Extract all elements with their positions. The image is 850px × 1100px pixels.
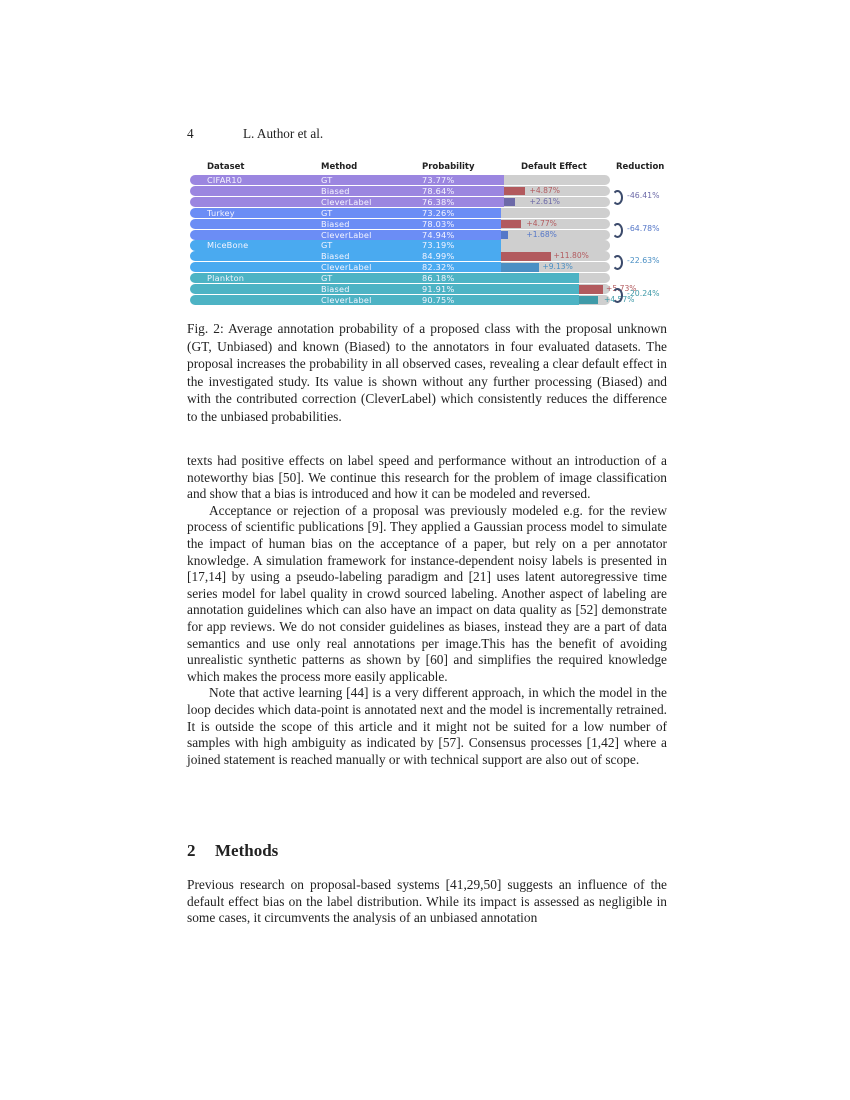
table-row xyxy=(190,251,610,261)
probability-value: 78.03% xyxy=(422,218,455,229)
table-row xyxy=(190,175,610,185)
cleverlabel-effect-bar xyxy=(504,198,515,207)
running-title: L. Author et al. xyxy=(243,126,324,141)
biased-effect-bar xyxy=(579,285,603,294)
probability-value: 91.91% xyxy=(422,284,455,294)
reduction-arc-icon xyxy=(612,255,623,270)
effect-value: +1.68% xyxy=(526,229,557,239)
dataset-label: MiceBone xyxy=(207,240,249,251)
method-label: CleverLabel xyxy=(321,196,372,207)
table-row xyxy=(190,273,610,283)
table-row xyxy=(190,262,610,272)
paragraph: Note that active learning [44] is a very different approach, in which the model in the loop decides which data-point is annotated next and the model is incrementally retrained. It is outside the scope of this article and it might not be suited for a low number of samples with high ambiguity as indicated by [57]. Consensus processes [1,42] where a joined statement is reached manually or with technical support are also out of scope. xyxy=(187,685,667,767)
cleverlabel-effect-bar xyxy=(501,231,508,240)
column-header-default-effect: Default Effect xyxy=(521,162,587,172)
column-header-reduction: Reduction xyxy=(616,162,665,172)
biased-effect-bar xyxy=(504,187,524,196)
effect-track xyxy=(579,273,610,283)
method-label: Biased xyxy=(321,185,350,196)
effect-value: +2.61% xyxy=(529,196,560,206)
probability-value: 84.99% xyxy=(422,251,455,262)
table-row xyxy=(190,284,637,294)
page-number: 4 xyxy=(187,126,194,141)
probability-value: 73.26% xyxy=(422,207,455,218)
running-header xyxy=(187,126,323,142)
dataset-label: Turkey xyxy=(207,207,235,218)
method-label: CleverLabel xyxy=(321,294,372,305)
effect-value: +9.13% xyxy=(542,262,573,272)
probability-value: 90.75% xyxy=(422,294,455,305)
section-heading xyxy=(187,841,278,861)
table-row xyxy=(190,294,635,305)
method-label: CleverLabel xyxy=(321,262,372,273)
effect-track xyxy=(504,175,610,185)
reduction-value: -64.78% xyxy=(627,223,660,233)
probability-value: 78.64% xyxy=(422,185,455,196)
body-text xyxy=(187,453,667,768)
figure-caption: Fig. 2: Average annotation probability of a proposed class with the proposal unknown (GT, Unbiased) and known (Biased) to the annotators in four evaluated datasets. The proposal increases the probability in all observed cases, revealing a clear default effect in the investigated study. Its value is shown without any further processing (Biased) and with the contributed correction (CleverLabel) which consistently reduces the difference to the unbiased probabilities. xyxy=(187,321,667,424)
method-label: GT xyxy=(321,273,333,284)
paragraph: texts had positive effects on label speed and performance without an introduction of a noteworthy bias [50]. We continue this research for the problem of image classification and show that a bias is introduced and how it can be modeled and reversed. xyxy=(187,453,667,502)
probability-value: 86.18% xyxy=(422,273,455,284)
effect-value: +4.57% xyxy=(603,294,635,304)
probability-value: 74.94% xyxy=(422,229,455,240)
method-label: CleverLabel xyxy=(321,229,372,240)
section-title: Methods xyxy=(215,841,279,860)
effect-value: +5.73% xyxy=(606,284,637,293)
biased-effect-bar xyxy=(501,220,521,229)
table-row xyxy=(190,186,610,196)
effect-track xyxy=(501,208,610,218)
reduction-arc-icon xyxy=(612,223,623,238)
method-label: Biased xyxy=(321,251,350,262)
reduction-value: -20.24% xyxy=(627,289,660,298)
section-body-text xyxy=(187,877,667,927)
cleverlabel-effect-bar xyxy=(501,263,539,272)
dataset-label: CIFAR10 xyxy=(207,175,243,185)
column-header-probability: Probability xyxy=(422,162,475,172)
table-row xyxy=(190,208,610,218)
probability-band xyxy=(190,295,579,305)
effect-value: +4.77% xyxy=(526,218,557,228)
effect-value: +11.80% xyxy=(553,251,589,261)
probability-value: 73.77% xyxy=(422,175,455,185)
probability-band xyxy=(190,284,579,294)
biased-effect-bar xyxy=(501,252,551,261)
table-row xyxy=(190,230,610,240)
method-label: GT xyxy=(321,207,333,218)
paragraph: Acceptance or rejection of a proposal was previously modeled e.g. for the review process of scientific publications [9]. They applied a Gaussian process model to simulate the impact of human bias on the acceptance of a paper, but rely on a per annotator knowledge. A simulation framework for instance-dependent noisy labels is presented in [17,14] by using a pseudo-labeling paradigm and [21] uses latent autoregressive time series model for label quality in crowd sourced labeling. Another aspect of labeling are annotation guidelines which can also have an impact on data quality as [52] demonstrate for app reviews. We do not consider guidelines as biases, instead they are a part of data semantics and use only real annotations per image.This has the benefit of avoiding unrealistic synthetic patterns as shown by [60] and simplifies the required knowledge which makes the process more easily applicable. xyxy=(187,502,667,684)
probability-band xyxy=(190,273,579,283)
reduction-arc-icon xyxy=(612,288,623,303)
figure-2-chart xyxy=(190,160,670,310)
probability-value: 73.19% xyxy=(422,240,455,251)
reduction-value: -46.41% xyxy=(627,190,660,200)
column-header-dataset: Dataset xyxy=(207,162,245,172)
effect-track xyxy=(501,240,610,250)
section-number: 2 xyxy=(187,841,196,860)
cleverlabel-effect-bar xyxy=(579,296,598,305)
table-row xyxy=(190,240,610,250)
method-label: GT xyxy=(321,175,333,185)
column-header-method: Method xyxy=(321,162,358,172)
paragraph: Previous research on proposal-based systems [41,29,50] suggests an influence of the default effect bias on the label distribution. While its impact is assessed as negligible in some cases, it circumvents the analysis of an unbiased annotation xyxy=(187,877,667,926)
probability-value: 82.32% xyxy=(422,262,455,273)
reduction-arc-icon xyxy=(612,190,623,205)
method-label: GT xyxy=(321,240,333,251)
method-label: Biased xyxy=(321,284,350,294)
method-label: Biased xyxy=(321,218,350,229)
table-row xyxy=(190,197,610,207)
reduction-value: -22.63% xyxy=(627,256,660,266)
effect-value: +4.87% xyxy=(529,185,560,195)
probability-value: 76.38% xyxy=(422,196,455,207)
probability-band xyxy=(190,208,501,218)
table-row xyxy=(190,219,610,229)
dataset-label: Plankton xyxy=(207,273,245,284)
